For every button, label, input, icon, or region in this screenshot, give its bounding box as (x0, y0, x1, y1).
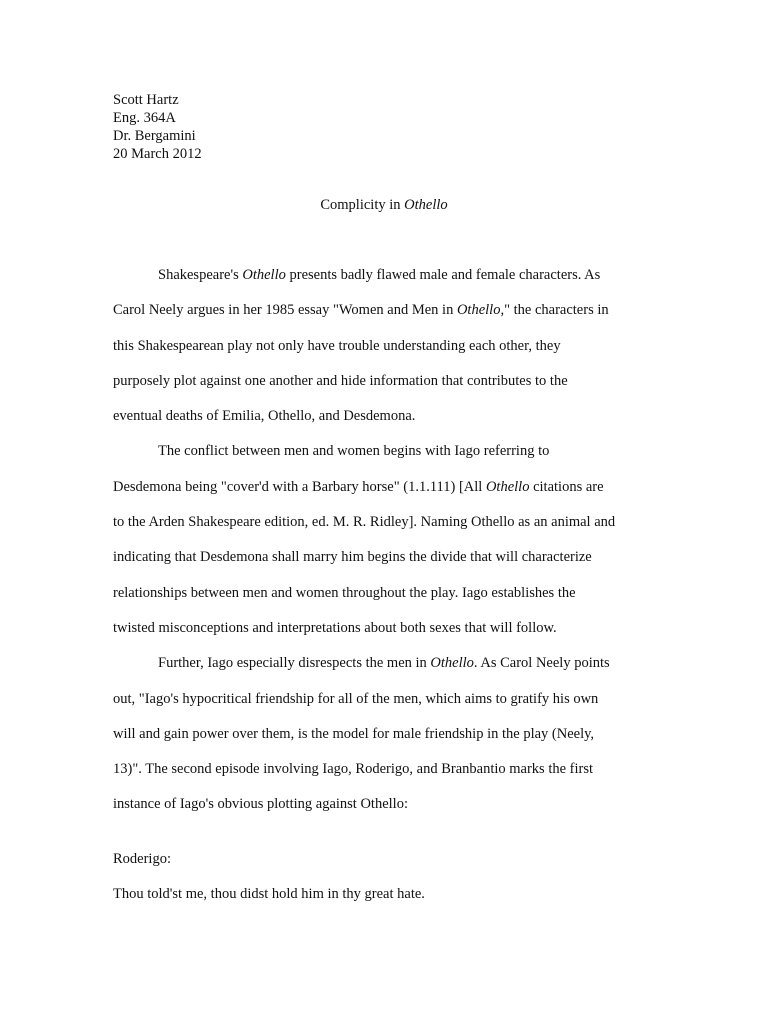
paragraph-line (113, 301, 655, 336)
instructor-name: Dr. Bergamini (113, 128, 196, 144)
paragraph-line (113, 725, 655, 760)
paragraph-line (113, 795, 655, 830)
text-run: to the Arden Shakespeare edition, ed. M. R. Ridley]. Naming Othello as an animal and (113, 514, 616, 531)
text-run: citations are (529, 478, 604, 495)
text-run: Further, Iago especially disrespects the men in (158, 655, 431, 672)
quote-line: Thou told'st me, thou didst hold him in thy great hate. (113, 886, 425, 902)
paragraph-line (113, 478, 655, 513)
text-run: instance of Iago's obvious plotting against Othello: (113, 796, 408, 813)
paragraph (113, 442, 655, 654)
paragraph (113, 266, 655, 442)
title-italic: Othello (404, 197, 448, 213)
paragraph-line (113, 407, 655, 442)
text-run: 13)". The second episode involving Iago, Roderigo, and Branbantio marks the first (113, 761, 594, 778)
title-prefix: Complicity in (320, 197, 405, 213)
text-run: indicating that Desdemona shall marry him begins the divide that will characterize (113, 549, 592, 566)
paragraph-line (113, 654, 655, 689)
text-run: Desdemona being "cover'd with a Barbary horse" (1.1.111) [All (113, 478, 486, 495)
paragraph-line (113, 690, 655, 725)
essay-body (113, 266, 655, 831)
text-run: ," the characters in (500, 302, 609, 319)
italic-text: Othello (485, 478, 530, 495)
course-code: Eng. 364A (113, 110, 176, 126)
paragraph-line (113, 760, 655, 795)
paragraph-line (113, 442, 655, 477)
paragraph-line (113, 619, 655, 654)
text-run: The conflict between men and women begins with Iago referring to (158, 443, 550, 460)
text-run: Shakespeare's (158, 267, 243, 283)
text-run: . As Carol Neely points (473, 655, 610, 672)
italic-text: Othello (430, 655, 474, 672)
paragraph-line (113, 266, 655, 301)
text-run: eventual deaths of Emilia, Othello, and Desdemona. (113, 408, 416, 425)
paragraph (113, 654, 655, 830)
author-name: Scott Hartz (113, 92, 179, 108)
text-run: will and gain power over them, is the model for male friendship in the play (Neely, (113, 725, 595, 742)
paragraph-line (113, 372, 655, 407)
quote-speaker: Roderigo: (113, 851, 171, 867)
header-block (113, 91, 202, 163)
italic-text: Othello (242, 267, 286, 283)
text-run: presents badly flawed male and female characters. As (285, 267, 601, 283)
text-run: Carol Neely argues in her 1985 essay "Women and Men in (113, 302, 457, 319)
italic-text: Othello (456, 302, 501, 319)
paragraph-line (113, 337, 655, 372)
text-run: out, "Iago's hypocritical friendship for all of the men, which aims to gratify his own (113, 690, 599, 707)
text-run: relationships between men and women throughout the play. Iago establishes the (113, 584, 576, 601)
paragraph-line (113, 548, 655, 583)
essay-date: 20 March 2012 (113, 146, 202, 162)
paragraph-line (113, 584, 655, 619)
essay-title (0, 196, 768, 214)
text-run: purposely plot against one another and hide information that contributes to the (113, 372, 568, 389)
text-run: this Shakespearean play not only have trouble understanding each other, they (113, 337, 561, 354)
text-run: twisted misconceptions and interpretations about both sexes that will follow. (113, 619, 557, 636)
paragraph-line (113, 513, 655, 548)
